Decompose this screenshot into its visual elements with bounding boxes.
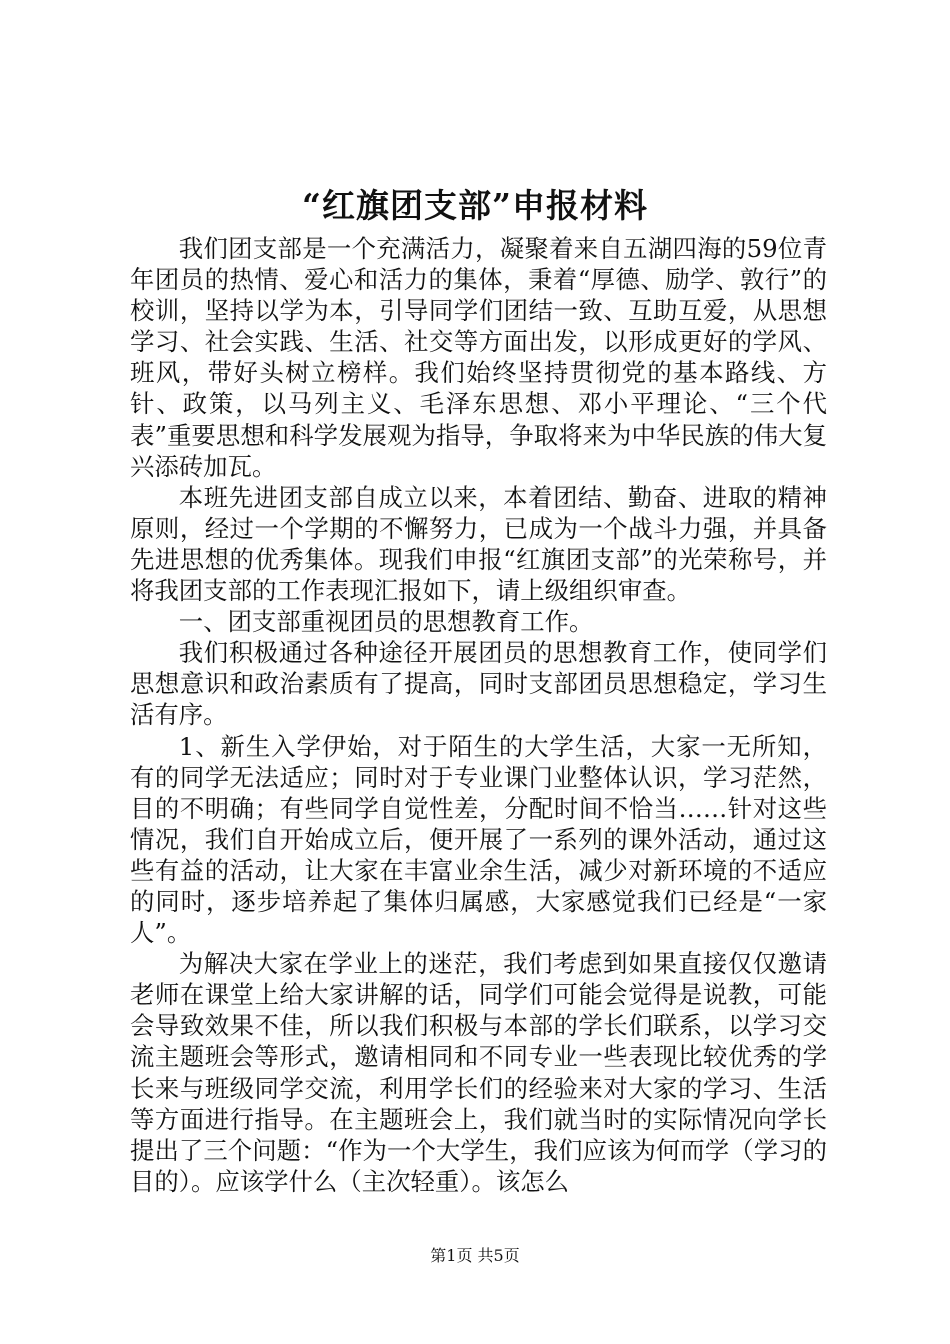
section-heading: 一、团支部重视团员的思想教育工作。: [178, 607, 594, 637]
paragraph-study-guidance: 为解决大家在学业上的迷茫，我们考虑到如果直接仅仅邀请老师在课堂上给大家讲解的话，同学们可能会觉得是说教，可能会导致效果不佳，所以我们积极与本部的学长们联系，以学习交流主题班会等形式，邀请相同和不同专业一些表现比较优秀的学长来与班级同学交流，利用学长们的经验来对大家的学习、生活等方面进行指导。在主题班会上，我们就当时的实际情况向学长提出了三个问题：“作为一个大学生，我们应该为何而学（学习的目的）。应该学什么（主次轻重）。该怎么: [130, 949, 827, 1196]
paragraph-intro: 我们团支部是一个充满活力，凝聚着来自五湖四海的59位青年团员的热情、爱心和活力的集体，秉着“厚德、励学、敦行”的校训，坚持以学为本，引导同学们团结一致、互助互爱，从思想学习、社会实践、生活、社交等方面出发，以形成更好的学风、班风，带好头树立榜样。我们始终坚持贯彻党的基本路线、方针、政策，以马列主义、毛泽东思想、邓小平理论、“三个代表”重要思想和科学发展观为指导，争取将来为中华民族的伟大复兴添砖加瓦。: [130, 234, 827, 481]
document-title: “红旗团支部”申报材料: [302, 186, 648, 225]
paragraph-item-1: 1、新生入学伊始，对于陌生的大学生活，大家一无所知，有的同学无法适应；同时对于专业课门业整体认识，学习茫然，目的不明确；有些同学自觉性差，分配时间不恰当……针对这些情况，我们自开始成立后，便开展了一系列的课外活动，通过这些有益的活动，让大家在丰富业余生活，减少对新环境的不适应的同时，逐步培养起了集体归属感，大家感觉我们已经是“一家人”。: [130, 731, 827, 948]
document-body: [130, 233, 827, 1197]
paragraph-education: 我们积极通过各种途径开展团员的思想教育工作，使同学们思想意识和政治素质有了提高，同时支部团员思想稳定，学习生活有序。: [130, 638, 827, 730]
paragraph-application: 本班先进团支部自成立以来，本着团结、勤奋、进取的精神原则，经过一个学期的不懈努力，已成为一个战斗力强，并具备先进思想的优秀集体。现我们申报“红旗团支部”的光荣称号，并将我团支部的工作表现汇报如下，请上级组织审查。: [130, 482, 827, 606]
page-number-footer: 第1页 共5页: [430, 1246, 520, 1265]
